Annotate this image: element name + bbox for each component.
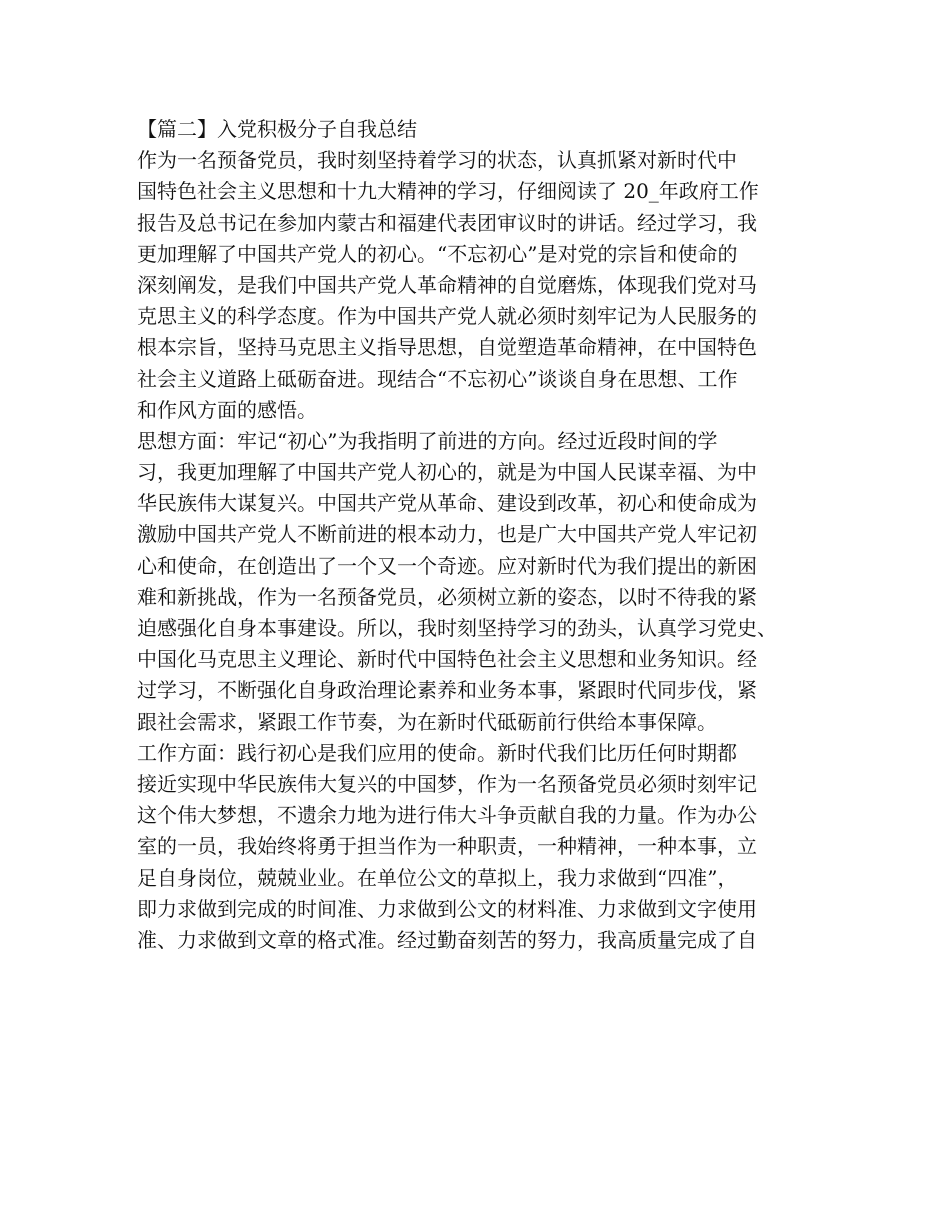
text-line: 思想方面：牢记“初心”为我指明了前进的方向。经过近段时间的学	[137, 428, 718, 453]
text-line: 难和新挑战，作为一名预备党员，必须树立新的姿态，以时不待我的紧	[137, 584, 757, 609]
text-line: 作为一名预备党员，我时刻坚持着学习的状态，认真抓紧对新时代中	[137, 148, 737, 173]
document-title: 【篇二】入党积极分子自我总结	[137, 117, 417, 141]
text-line: 足自身岗位，兢兢业业。在单位公文的草拟上，我力求做到“四准”，	[137, 865, 738, 890]
text-line: 即力求做到完成的时间准、力求做到公文的材料准、力求做到文字使用	[137, 896, 757, 921]
text-line: 过学习，不断强化自身政治理论素养和业务本事，紧跟时代同步伐，紧	[137, 678, 757, 703]
text-line: 中国化马克思主义理论、新时代中国特色社会主义思想和业务知识。经	[137, 647, 757, 672]
text-line: 这个伟大梦想，不遗余力地为进行伟大斗争贡献自我的力量。作为办公	[137, 803, 757, 828]
text-line: 深刻阐发，是我们中国共产党人革命精神的自觉磨炼，体现我们党对马	[137, 272, 757, 297]
text-line: 心和使命，在创造出了一个又一个奇迹。应对新时代为我们提出的新困	[137, 553, 757, 578]
text-line: 激励中国共产党人不断前进的根本动力，也是广大中国共产党人牢记初	[137, 522, 757, 547]
document-body	[137, 114, 827, 956]
text-line: 社会主义道路上砥砺奋进。现结合“不忘初心”谈谈自身在思想、工作	[137, 366, 738, 391]
text-line: 更加理解了中国共产党人的初心。“不忘初心”是对党的宗旨和使命的	[137, 241, 738, 266]
text-line: 国特色社会主义思想和十九大精神的学习，仔细阅读了 20_年政府工作	[137, 179, 759, 204]
text-line: 准、力求做到文章的格式准。经过勤奋刻苦的努力，我高质量完成了自	[137, 927, 757, 952]
text-line: 根本宗旨，坚持马克思主义指导思想，自觉塑造革命精神，在中国特色	[137, 335, 757, 360]
text-line: 工作方面：践行初心是我们应用的使命。新时代我们比历任何时期都	[137, 740, 737, 765]
text-line: 室的一员，我始终将勇于担当作为一种职责，一种精神，一种本事，立	[137, 834, 757, 859]
text-line: 克思主义的科学态度。作为中国共产党人就必须时刻牢记为人民服务的	[137, 304, 757, 329]
text-line: 接近实现中华民族伟大复兴的中国梦，作为一名预备党员必须时刻牢记	[137, 771, 757, 796]
text-line: 习，我更加理解了中国共产党人初心的，就是为中国人民谋幸福、为中	[137, 460, 757, 485]
text-line: 迫感强化自身本事建设。所以，我时刻坚持学习的劲头，认真学习党史、	[137, 616, 777, 640]
text-line: 跟社会需求，紧跟工作节奏，为在新时代砥砺前行供给本事保障。	[137, 709, 717, 734]
text-line: 和作风方面的感悟。	[137, 397, 317, 422]
text-line: 华民族伟大谋复兴。中国共产党从革命、建设到改革，初心和使命成为	[137, 491, 757, 516]
text-line: 报告及总书记在参加内蒙古和福建代表团审议时的讲话。经过学习，我	[137, 210, 757, 235]
